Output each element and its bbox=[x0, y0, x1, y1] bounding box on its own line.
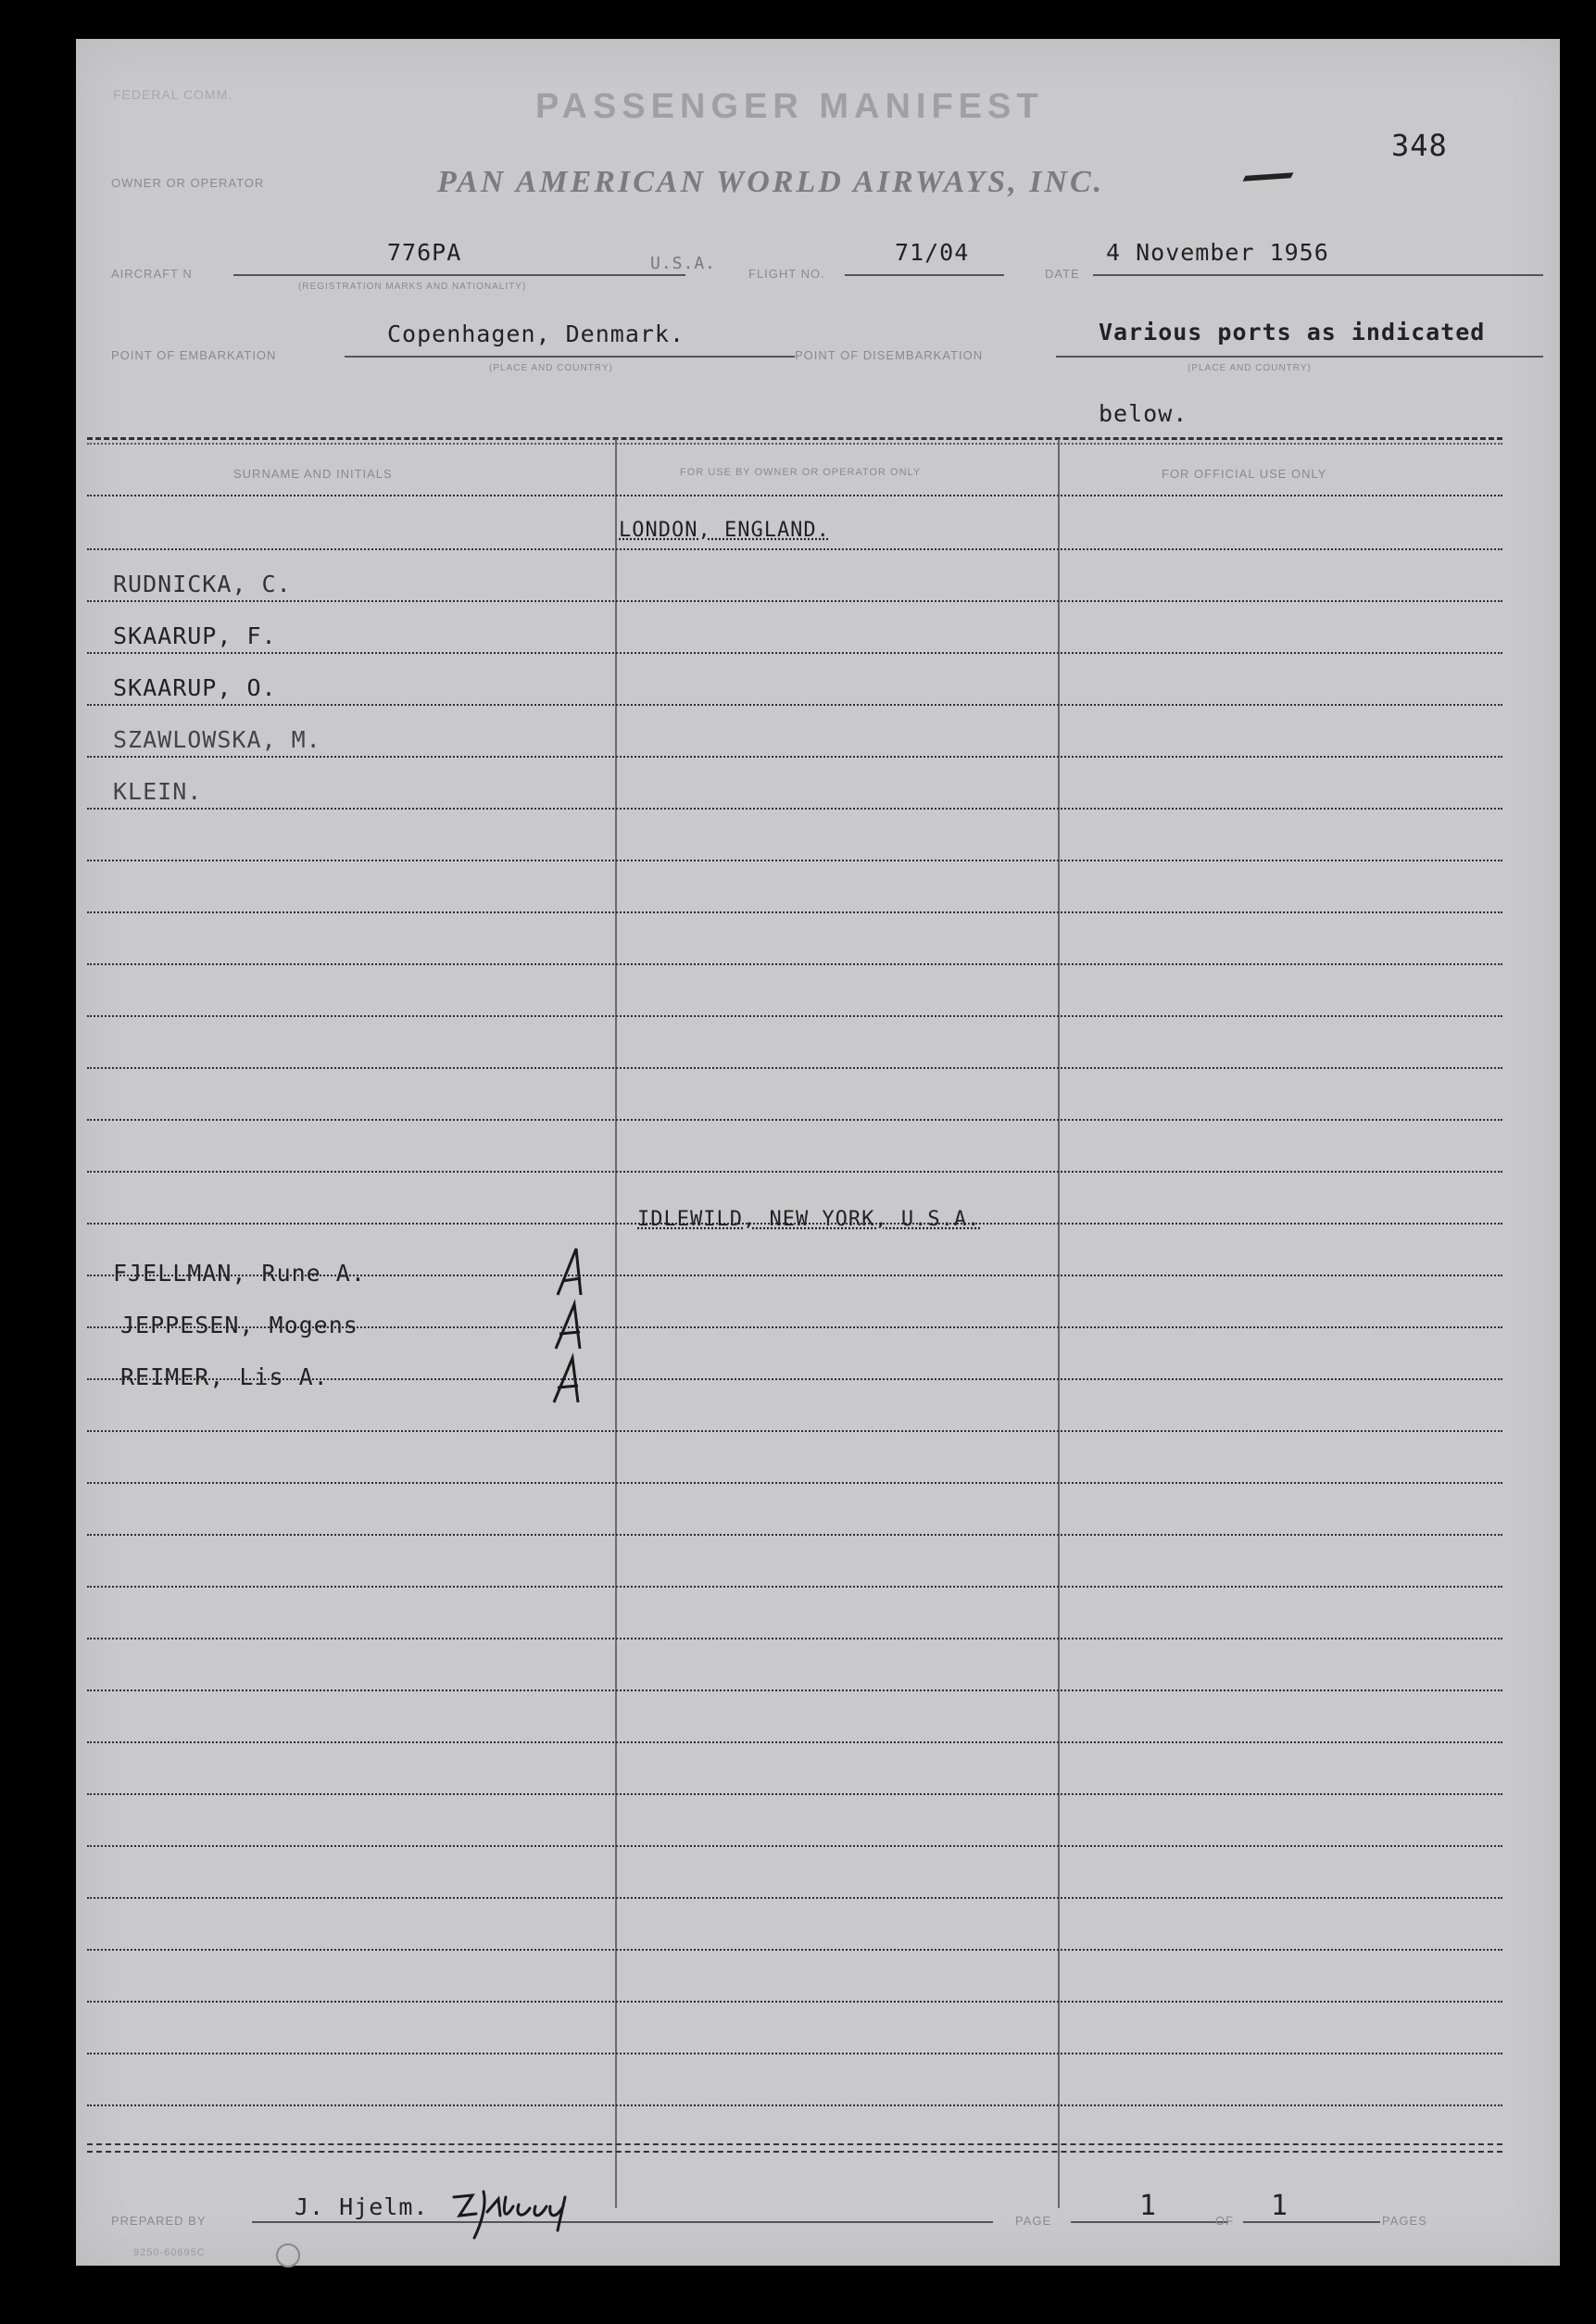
row-line bbox=[87, 2001, 1502, 2003]
date-underline bbox=[1093, 274, 1543, 276]
table-bottom-rule bbox=[87, 2143, 1502, 2145]
row-line bbox=[87, 1067, 1502, 1069]
embarkation-label: POINT OF EMBARKATION bbox=[111, 348, 277, 362]
col-header-operator: FOR USE BY OWNER OR OPERATOR ONLY bbox=[680, 467, 922, 478]
row-line bbox=[87, 1534, 1502, 1536]
handwritten-marks bbox=[539, 1239, 604, 1443]
row-line bbox=[87, 652, 1502, 654]
passenger-name: KLEIN. bbox=[113, 778, 203, 805]
row-line bbox=[87, 2053, 1502, 2054]
flight-label: FLIGHT NO. bbox=[748, 267, 825, 281]
table-top-rule bbox=[87, 437, 1502, 440]
col-header-surname: SURNAME AND INITIALS bbox=[233, 467, 393, 481]
row-line bbox=[87, 2104, 1502, 2106]
signature bbox=[446, 2179, 613, 2243]
manifest-sheet bbox=[76, 39, 1560, 2266]
passenger-name: FJELLMAN, Rune A. bbox=[113, 1260, 366, 1287]
page-number: 348 bbox=[1391, 128, 1448, 163]
disembarkation-value-cont: below. bbox=[1099, 400, 1188, 427]
prepared-value: J. Hjelm. bbox=[295, 2193, 429, 2220]
row-line bbox=[87, 1586, 1502, 1588]
row-line bbox=[87, 1482, 1502, 1484]
date-value: 4 November 1956 bbox=[1106, 239, 1329, 266]
row-line bbox=[87, 495, 1502, 496]
table-top-rule-2 bbox=[87, 443, 1502, 445]
row-line bbox=[87, 1741, 1502, 1743]
pen-mark bbox=[1243, 172, 1294, 181]
nationality: U.S.A. bbox=[650, 254, 717, 273]
table-bottom-rule-2 bbox=[87, 2151, 1502, 2153]
row-line bbox=[87, 963, 1502, 965]
place-caption: (PLACE AND COUNTRY) bbox=[489, 363, 613, 373]
destination-london: LONDON, ENGLAND. bbox=[619, 519, 830, 542]
row-line bbox=[87, 600, 1502, 602]
row-line bbox=[87, 808, 1502, 810]
passenger-name: SZAWLOWSKA, M. bbox=[113, 726, 321, 753]
prepared-label: PREPARED BY bbox=[111, 2214, 207, 2228]
corner-stamp: FEDERAL COMM. bbox=[113, 87, 233, 102]
aircraft-value: 776PA bbox=[387, 239, 462, 266]
row-line bbox=[87, 1430, 1502, 1432]
flight-underline bbox=[845, 274, 1004, 276]
passenger-name: SKAARUP, O. bbox=[113, 674, 277, 701]
registration-caption: (REGISTRATION MARKS AND NATIONALITY) bbox=[298, 282, 527, 292]
union-label-icon bbox=[276, 2243, 300, 2267]
form-number: 9250-60695C bbox=[133, 2247, 206, 2258]
row-line bbox=[87, 1119, 1502, 1121]
row-line bbox=[87, 756, 1502, 758]
row-line bbox=[87, 548, 1502, 550]
col-header-official: FOR OFFICIAL USE ONLY bbox=[1162, 467, 1327, 481]
of-label: OF bbox=[1215, 2214, 1235, 2228]
disembarkation-label: POINT OF DISEMBARKATION bbox=[795, 348, 984, 362]
row-line bbox=[87, 1015, 1502, 1017]
embarkation-underline bbox=[345, 356, 795, 358]
destination-new-york: IDLEWILD, NEW YORK, U.S.A. bbox=[637, 1208, 981, 1231]
disembarkation-value: Various ports as indicated bbox=[1099, 319, 1486, 345]
place-caption-2: (PLACE AND COUNTRY) bbox=[1188, 363, 1312, 373]
passenger-name: SKAARUP, F. bbox=[113, 622, 277, 649]
of-underline bbox=[1243, 2221, 1380, 2223]
passenger-name: RUDNICKA, C. bbox=[113, 571, 292, 597]
row-line bbox=[87, 1638, 1502, 1639]
pages-label: PAGES bbox=[1382, 2214, 1427, 2228]
date-label: DATE bbox=[1045, 267, 1080, 281]
owner-label: OWNER OR OPERATOR bbox=[111, 176, 265, 190]
flight-value: 71/04 bbox=[895, 239, 970, 266]
row-line bbox=[87, 911, 1502, 913]
page-label: PAGE bbox=[1015, 2214, 1052, 2228]
page-underline bbox=[1071, 2221, 1228, 2223]
row-line bbox=[87, 1949, 1502, 1951]
embarkation-value: Copenhagen, Denmark. bbox=[387, 320, 685, 347]
aircraft-underline bbox=[233, 274, 685, 276]
row-line bbox=[87, 1845, 1502, 1847]
row-line bbox=[87, 1690, 1502, 1691]
row-line bbox=[87, 1897, 1502, 1899]
aircraft-label: AIRCRAFT N bbox=[111, 267, 193, 281]
passenger-name: REIMER, Lis A. bbox=[120, 1363, 329, 1390]
form-title: PASSENGER MANIFEST bbox=[535, 87, 1044, 126]
row-line bbox=[87, 1171, 1502, 1173]
airline-name: PAN AMERICAN WORLD AIRWAYS, INC. bbox=[437, 165, 1105, 199]
of-value: 1 bbox=[1271, 2190, 1288, 2222]
row-line bbox=[87, 1793, 1502, 1795]
row-line bbox=[87, 860, 1502, 861]
disembarkation-underline bbox=[1056, 356, 1543, 358]
row-line bbox=[87, 704, 1502, 706]
passenger-name: JEPPESEN, Mogens bbox=[120, 1312, 358, 1338]
prepared-underline bbox=[252, 2221, 993, 2223]
page-value: 1 bbox=[1139, 2190, 1157, 2222]
